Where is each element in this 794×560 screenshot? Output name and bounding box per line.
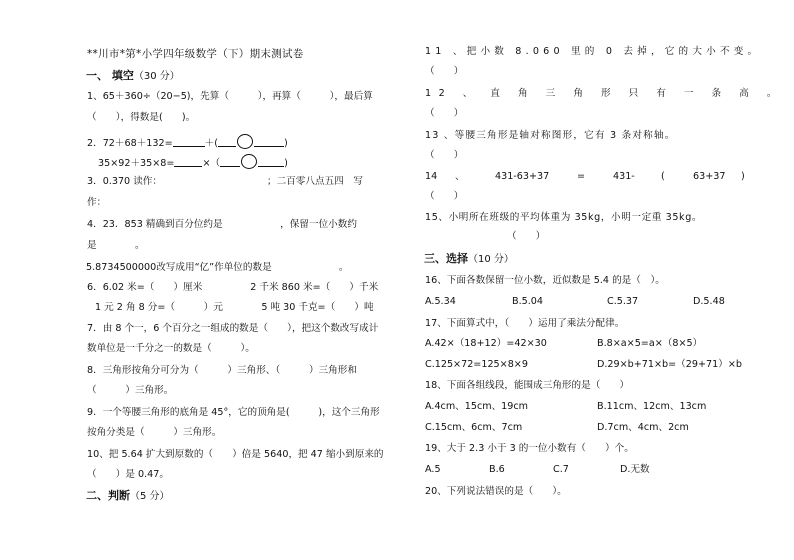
option-c: C.15cm、6cm、7cm [425,422,523,433]
q14-left-expr: 431-63+37 [495,171,550,182]
question-12-answer: （ ） [425,108,464,119]
question-5: 5.8734500000改写成用“亿”作单位的数是 。 [86,262,349,273]
q3-text-b: ；二百零八点五四 写 [267,176,363,187]
option-b: B.11cm、12cm、13cm [597,401,707,412]
section-heading-judge [86,490,170,503]
section-label: 二、判断 [86,489,130,502]
question-2-line-1 [87,134,288,150]
question-11-line-1: 11 、把小数 8.060 里的 0 去掉，它的大小不变。 [425,46,762,57]
question-19-stem: 19、大于 2.3 小于 3 的一位小数有（ ）个。 [425,443,634,454]
question-4-line-1: 4．23．853 精确到百分位约是 ，保留一位小数约 [87,219,357,230]
right-column [424,0,784,560]
question-15-line-1: 15、小明所在班级的平均体重为 35kg，小明一定重 35kg。 [425,212,703,223]
answer-blank [258,157,284,167]
section-heading-choice [424,253,514,266]
question-7-line-1: 7．由 8 个一，6 个百分之一组成的数是（ ），把这个数改写成计 [87,323,379,334]
q2-expr-2: 35×92＋35×8= [98,158,175,169]
option-d: D.7cm、4cm、2cm [597,422,689,433]
question-12-line-1: 12 、 直 角 三 角 形 只 有 一 条 高 。 [425,88,784,99]
q2-close-1: ) [284,138,288,149]
question-10-line-2: （ ）是 0.47。 [87,469,169,480]
option-a: A.42×（18+12）=42×30 [425,338,547,349]
operator-circle-blank [241,154,257,169]
option-b: B.5.04 [512,296,543,307]
option-a: A.5.34 [425,296,456,307]
option-d: D.29×b+71×b=（29+71）×b [597,359,742,370]
question-18-stem: 18、下面各组线段，能围成三角形的是（ ） [425,380,630,391]
q2-close-2: ) [284,158,288,169]
q2-expr-1: 2．72＋68＋132= [87,138,173,149]
question-14-answer: （ ） [425,191,464,202]
left-column [87,0,417,560]
page-title: **川市*第*小学四年级数学（下）期末测试卷 [87,48,304,60]
section-score: （5 分） [130,491,170,502]
question-20-stem: 20、下列说法错误的是（ ）。 [425,486,567,497]
option-b: B.8×a×5=a×（8×5） [597,338,703,349]
question-9-line-1: 9．一个等腰三角形的底角是 45°，它的顶角是( )，这个三角形 [87,407,380,418]
question-2-line-2 [86,154,288,170]
option-d: D.5.48 [693,296,725,307]
question-1-line-1: 1、65＋360÷（20−5)，先算（ ），再算（ ），最后算 [87,91,373,102]
question-3-line-2: 作： [87,197,107,208]
option-c: C.5.37 [607,296,639,307]
answer-blank [220,157,240,167]
option-d: D.无数 [620,464,650,475]
question-10-line-1: 10、把 5.64 扩大到原数的（ ）倍是 5640，把 47 缩小到原来的 [87,449,384,460]
q14-right-expr-b: 63+37 [693,171,726,182]
question-7-line-2: 数单位是一千分之一的数是（ ）。 [87,343,255,354]
question-17-stem: 17、下面算式中，（ ）运用了乘法分配律。 [425,318,625,329]
q14-number: 14 [425,171,438,182]
question-8-line-1: 8．三角形按角分可分为（ ）三角形、（ ）三角形和 [87,365,357,376]
answer-blank [173,137,205,147]
option-c: C.7 [553,464,569,475]
section-label: 三、选择 [424,252,468,265]
question-8-line-2: （ ）三角形。 [87,385,174,396]
answer-blank [254,137,284,147]
q14-sep: 、 [455,171,465,182]
question-13-line-1: 13 、等腰三角形是轴对称图形，它有 3 条对称轴。 [425,130,676,141]
question-15-answer: （ ） [507,231,546,242]
option-a: A.4cm、15cm、19cm [425,401,529,412]
option-b: B.6 [489,464,505,475]
question-13-answer: （ ） [425,150,464,161]
operator-circle-blank [237,134,253,149]
section-score: （30 分） [133,71,180,82]
q14-equals: = [577,171,586,182]
question-6-line-1: 6．6.02 米=（ ）厘米 2 千米 860 米=（ ）千米 [87,282,379,293]
question-6-line-2: 1 元 2 角 8 分=（ ）元 5 吨 30 千克=（ ）吨 [95,302,374,313]
question-9-line-2: 按角分类是（ ）三角形。 [87,427,222,438]
answer-blank [174,157,202,167]
q2-op-2: ×（ [202,158,221,169]
q2-op-1: ＋( [204,138,218,149]
section-score: （10 分） [468,254,514,265]
q3-text-a: 3．0.370 读作： [87,176,162,187]
question-3-line-1 [87,176,363,188]
section-label: 一、 填空 [86,69,134,82]
question-4-line-2: 是 。 [87,240,145,251]
question-16-stem: 16、下面各数保留一位小数，近似数是 5.4 的是（ ）。 [425,275,665,286]
option-a: A.5 [425,464,441,475]
answer-blank [218,137,236,147]
question-11-answer: （ ） [425,66,464,77]
q14-right-expr-a: 431- [613,171,635,182]
q14-paren-open: ( [661,171,665,182]
question-1-line-2: （ ），得数是( )。 [87,112,196,123]
section-heading-fill-blank [86,70,180,83]
q14-paren-close: ) [741,171,745,182]
option-c: C.125×72=125×8×9 [425,359,528,370]
